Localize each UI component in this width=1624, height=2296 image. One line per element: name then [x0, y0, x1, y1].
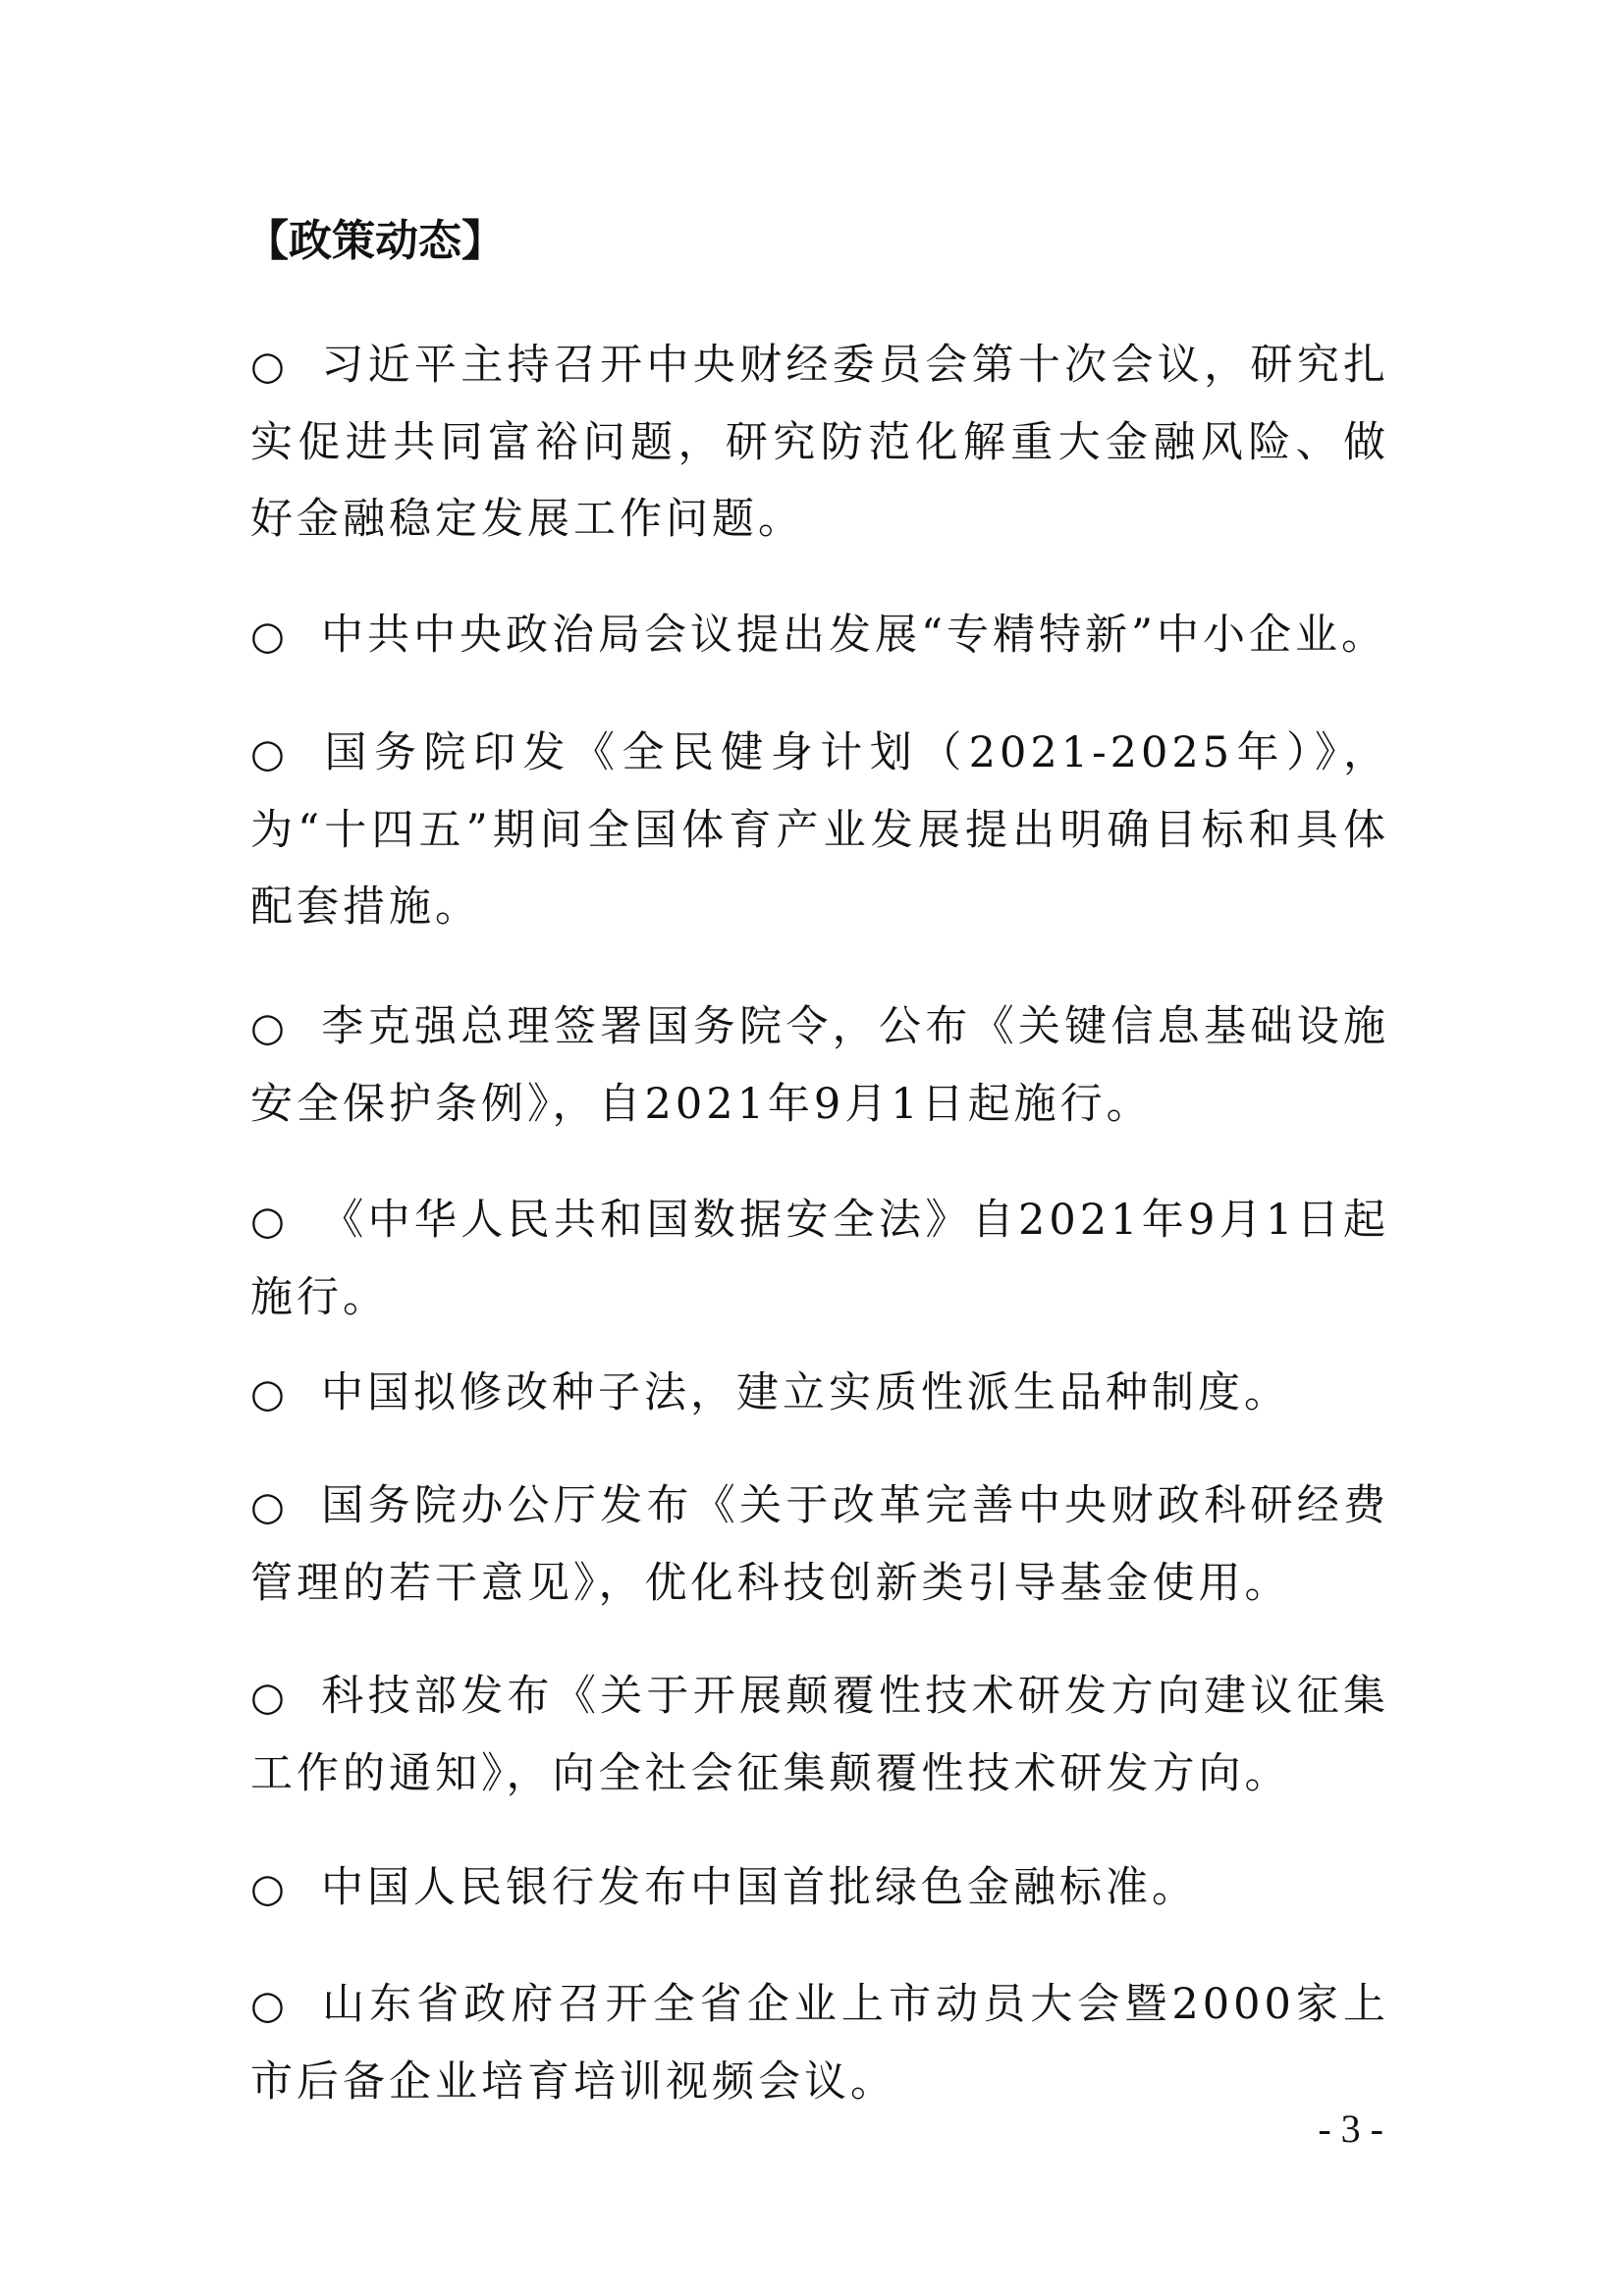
news-item-text: 中国人民银行发布中国首批绿色金融标准。 [321, 1863, 1198, 1912]
news-item [250, 1182, 1389, 1336]
news-item-text: 《中华人民共和国数据安全法》自2021年9月1日起施行。 [250, 1196, 1389, 1322]
news-item [250, 1849, 1389, 1927]
news-item [250, 327, 1389, 558]
news-item [250, 597, 1389, 674]
news-item-text: 中国拟修改种子法，建立实质性派生品种制度。 [321, 1368, 1290, 1417]
circle-bullet-icon: ○ [250, 731, 285, 776]
section-heading: 【政策动态】 [245, 216, 505, 266]
news-item [250, 715, 1389, 945]
news-item [250, 1355, 1389, 1432]
circle-bullet-icon: ○ [250, 1675, 285, 1720]
circle-bullet-icon: ○ [250, 1005, 285, 1050]
news-item [250, 1658, 1389, 1812]
page-number: - 3 - [1318, 2107, 1383, 2151]
circle-bullet-icon: ○ [250, 1866, 285, 1911]
circle-bullet-icon: ○ [250, 344, 285, 389]
circle-bullet-icon: ○ [250, 1199, 285, 1244]
news-item-text: 国务院印发《全民健身计划（2021-2025年）》，为“十四五”期间全国体育产业发展提出明确目标和具体配套措施。 [250, 728, 1389, 932]
news-item [250, 1966, 1389, 2120]
circle-bullet-icon: ○ [250, 1371, 285, 1416]
news-item [250, 1468, 1389, 1622]
news-item-text: 山东省政府召开全省企业上市动员大会暨2000家上市后备企业培育培训视频会议。 [250, 1980, 1389, 2107]
circle-bullet-icon: ○ [250, 614, 285, 659]
circle-bullet-icon: ○ [250, 1484, 285, 1529]
news-item-text: 习近平主持召开中央财经委员会第十次会议，研究扎实促进共同富裕问题，研究防范化解重大金融风险、做好金融稳定发展工作问题。 [250, 341, 1389, 544]
news-item-text: 国务院办公厅发布《关于改革完善中央财政科研经费管理的若干意见》，优化科技创新类引导基金使用。 [250, 1481, 1389, 1608]
news-item-text: 科技部发布《关于开展颠覆性技术研发方向建议征集工作的通知》，向全社会征集颠覆性技术研发方向。 [250, 1672, 1389, 1798]
news-item [250, 988, 1389, 1143]
news-item-text: 李克强总理签署国务院令，公布《关键信息基础设施安全保护条例》，自2021年9月1日起施行。 [250, 1002, 1389, 1129]
circle-bullet-icon: ○ [250, 1983, 285, 2028]
news-item-text: 中共中央政治局会议提出发展“专精特新”中小企业。 [321, 611, 1387, 660]
